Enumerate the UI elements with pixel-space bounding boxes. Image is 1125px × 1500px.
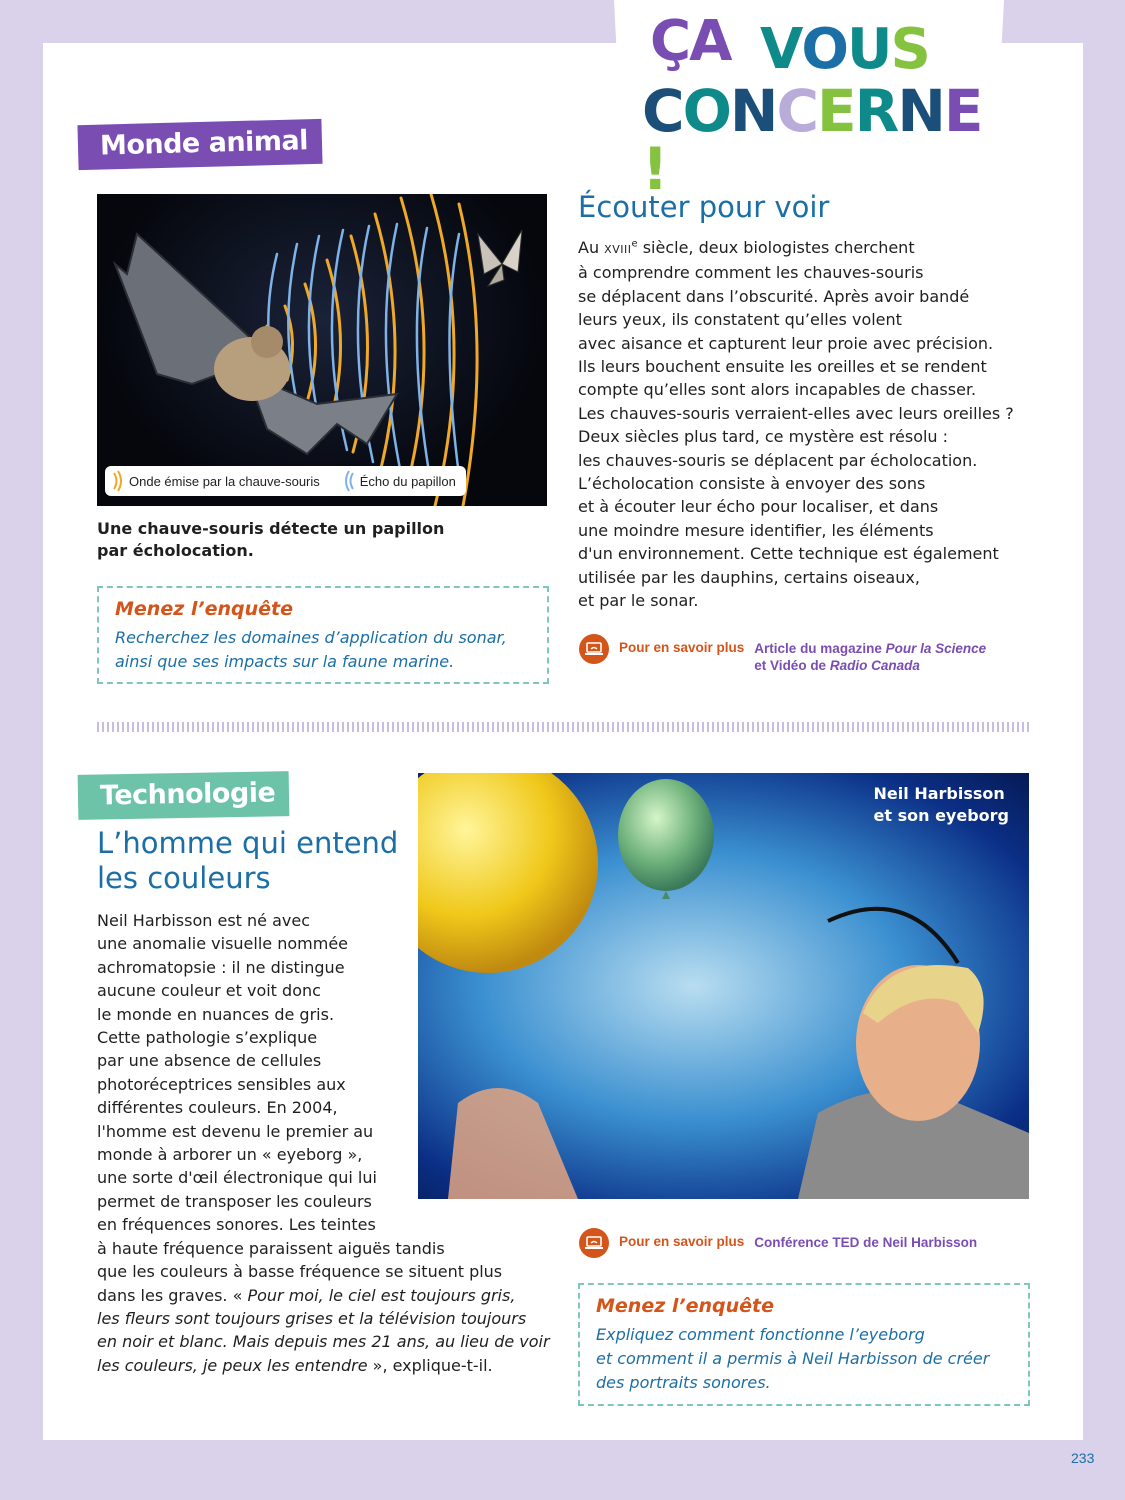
article-body-homme: Neil Harbisson est né avec une anomalie visuelle nommée achromatopsie : il ne distingue aucune couleur et voit donc le monde en nuances de gris. Cette pathologie s’explique par une absence de cellules photoréceptrices sensibles aux différentes couleurs. En 2004, l'homme est devenu le premier au monde à arborer un « eyeborg », une sorte d'œil électronique qui lui permet de transposer les couleurs en fréquences sonores. Les teintes à haute fréquence paraissent aiguës tandis que les couleurs à basse fréquence se situent plus dans les graves. « Pour moi, le ciel est toujours gris, les fleurs sont toujours grises et la télévision toujours en noir et blanc. Mais depuis mes 21 ans, au lieu de voir les couleurs, je peux les entendre », explique-t-il. [97,911,550,1375]
laptop-wifi-icon [579,1228,609,1258]
banner-ca-vous-concerne [614,0,1004,203]
page-number: 233 [1071,1450,1095,1466]
en-savoir-plus-label: Pour en savoir plus [619,1234,745,1249]
resource-links[interactable]: Article du magazine Pour la Science et Vidéo de Radio Canada [754,641,987,673]
legend-item-echo [342,470,456,492]
eyeborg-antenna [828,909,958,963]
echo-wave-arcs [268,224,461,490]
photo-caption: Neil Harbisson et son eyeborg [873,784,1009,825]
article-title-ecouter: Écouter pour voir [578,190,830,224]
section-tag-technologie: Technologie [78,771,290,820]
article-body-ecouter: Au XVIIIe siècle, deux biologistes cherchent à comprendre comment les chauves-souris se déplacent dans l’obscurité. Après avoir bandé leurs yeux, ils constatent qu’elles volent avec aisance et capturent leur proie avec précision. Ils leurs bouchent ensuite les oreilles et se rendent compte qu’elles sont alors incapables de chasser. Les chauves-souris verraient-elles avec leurs oreilles ? Deux siècles plus tard, ce mystère est résolu : les chauves-souris se déplacent par écholocation. L’écholocation consiste à envoyer des sons et à écouter leur écho pour localiser, et dans une moindre mesure identifier, les éléments d'un environnement. Cette technique est également utilisée par les dauphins, certains oiseaux, et par le sonar. [578,238,1014,611]
enquete-box-sonar [97,586,549,684]
enquete-body: Recherchez les domaines d’application du sonar, ainsi que ses impacts sur la faune marine. [115,628,507,671]
en-savoir-plus-label: Pour en savoir plus [619,640,745,655]
enquete-body: Expliquez comment fonctionne l’eyeborg et comment il a permis à Neil Harbisson de créer des portraits sonores. [596,1325,990,1392]
banner-word-ca: ÇA [650,9,731,74]
legend-wave-label: Onde émise par la chauve-souris [129,473,320,489]
banner-word-vous: VOUS [760,17,929,82]
green-balloon [618,779,714,891]
legend-echo-label: Écho du papillon [359,473,456,489]
section-tag-monde-animal: Monde animal [77,119,322,170]
section-divider [97,722,1029,732]
ted-link[interactable]: Conférence TED de Neil Harbisson [754,1235,978,1250]
laptop-wifi-icon [579,634,609,664]
figure-legend [105,466,466,496]
enquete-heading: Menez l’enquête [115,598,294,620]
article-title-homme: L’homme qui entend les couleurs [97,826,399,895]
bat-head [251,326,283,358]
bat-illustration [97,194,547,506]
bat-figure-caption: Une chauve-souris détecte un papillon par écholocation. [97,519,445,560]
bat-echolocation-figure [97,194,547,506]
en-savoir-plus-1[interactable] [579,634,986,674]
en-savoir-plus-2[interactable] [579,1228,977,1258]
enquete-box-eyeborg [578,1283,1030,1406]
enquete-heading: Menez l’enquête [596,1295,775,1317]
banner-word-concerne: CONCERNE! [642,77,982,203]
echo-symbol-icon [342,470,356,492]
wave-symbol-icon [111,470,125,492]
legend-item-wave [111,470,320,492]
butterfly [478,230,522,286]
